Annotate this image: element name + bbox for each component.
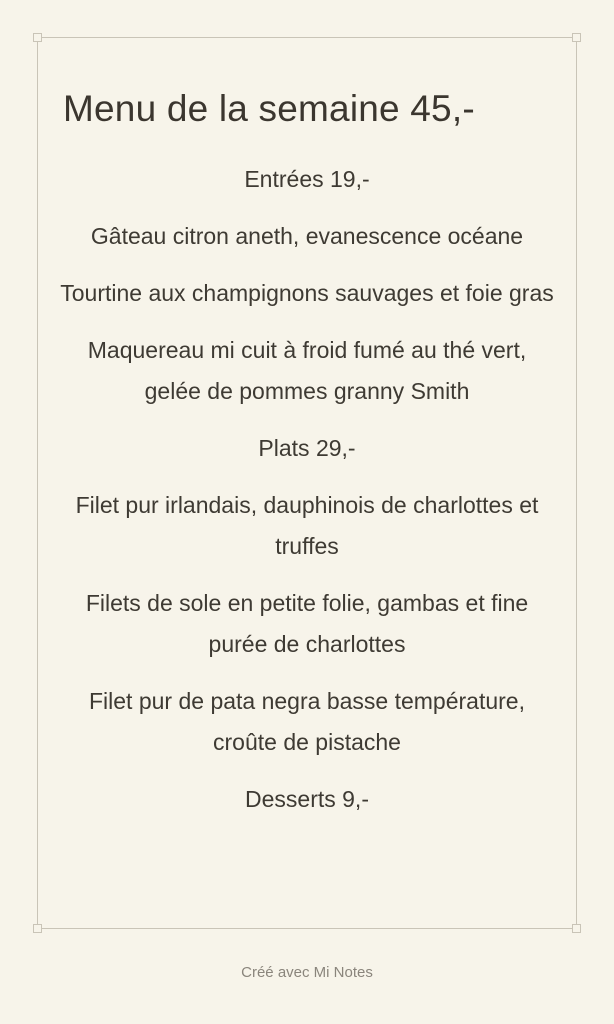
menu-item: Filet pur irlandais, dauphinois de charlottes et truffes [75, 492, 539, 559]
frame-corner-ornament [572, 924, 581, 933]
menu-section-entrees: Entrées 19,- [244, 166, 370, 192]
menu-title: Menu de la semaine 45,- [63, 88, 475, 129]
menu-item: Filet pur de pata negra basse température, croûte de pistache [89, 688, 525, 755]
menu-item: Filets de sole en petite folie, gambas et fine purée de charlottes [85, 590, 529, 657]
menu-item: Tourtine aux champignons sauvages et foie gras [60, 280, 554, 306]
menu-section-desserts: Desserts 9,- [245, 786, 369, 812]
menu-section-plats: Plats 29,- [258, 435, 356, 461]
frame-corner-ornament [33, 924, 42, 933]
frame-corner-ornament [572, 33, 581, 42]
menu-item: Gâteau citron aneth, evanescence océane [90, 223, 524, 249]
frame-corner-ornament [33, 33, 42, 42]
created-with-footer: Créé avec Mi Notes [241, 964, 373, 981]
menu-item: Maquereau mi cuit à froid fumé au thé vert, gelée de pommes granny Smith [87, 337, 527, 404]
menu-list [58, 159, 556, 836]
note-frame [37, 37, 577, 929]
